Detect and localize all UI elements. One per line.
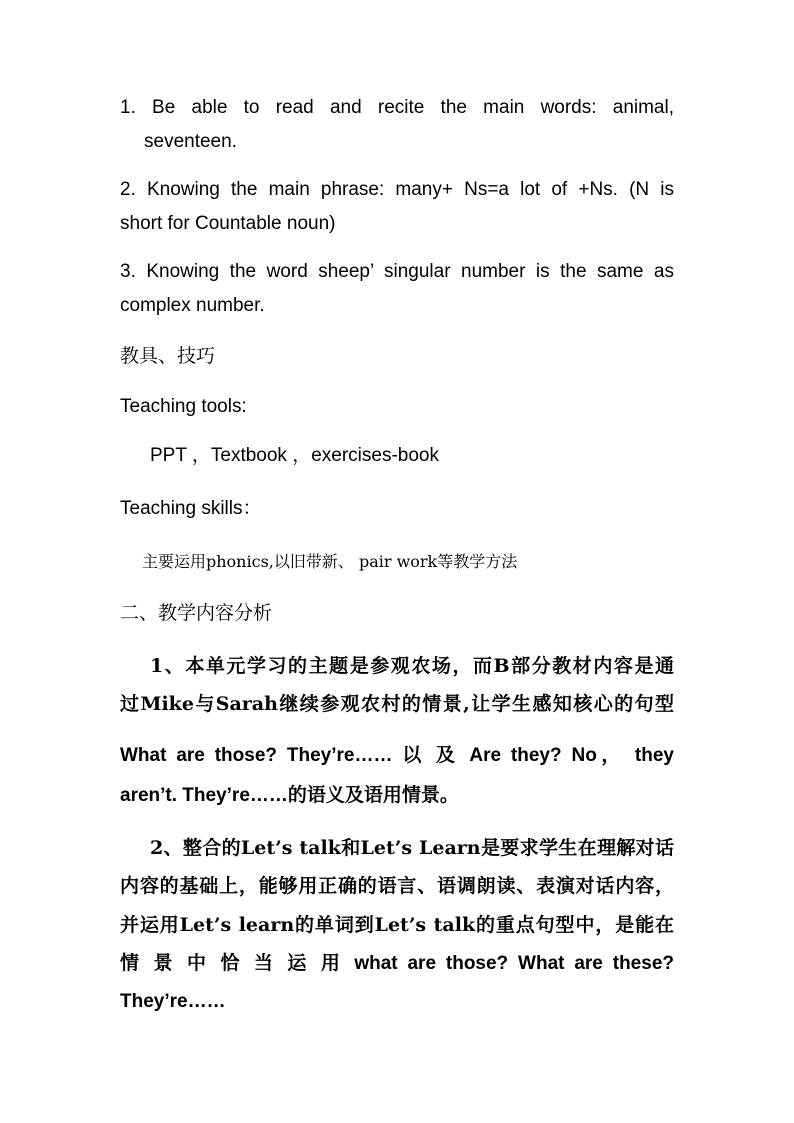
analysis-para-2-line-5: They’re……: [120, 991, 226, 1012]
analysis-para-2-line-1: 2、整合的Let’s talk和Let’s Learn是要求学生在理解对话: [150, 837, 674, 859]
objective-1-line-2: seventeen.: [144, 131, 237, 152]
analysis-para-1-line-2: 过Mike与Sarah继续参观农村的情景,让学生感知核心的句型: [120, 693, 674, 715]
analysis-para-2-line-3: 并运用Let’s learn的单词到Let’s talk的重点句型中，是能在: [120, 914, 674, 936]
analysis-para-1-line-4: aren’t. They’re……的语义及语用情景。: [120, 785, 459, 806]
objective-2-line-1: 2. Knowing the main phrase: many+ Ns=a lot of +Ns. (N is: [120, 179, 674, 200]
analysis-para-2-line-4: 情 景 中 恰 当 运 用 what are those? What are these?: [120, 953, 674, 974]
analysis-para-2-line-2: 内容的基础上，能够用正确的语言、语调朗读、表演对话内容，: [120, 875, 674, 897]
objective-3-line-1: 3. Knowing the word sheep’ singular number is the same as: [120, 261, 674, 282]
teaching-skills-value: 主要运用phonics,以旧带新、 pair work等教学方法: [142, 552, 518, 571]
teaching-tools-value: PPT ，Textbook ，exercises-book: [150, 445, 439, 466]
teaching-skills-label: Teaching skills：: [120, 498, 262, 519]
objective-3-line-2: complex number.: [120, 295, 265, 316]
tools-section-heading: 教具、技巧: [120, 345, 216, 367]
teaching-tools-label: Teaching tools:: [120, 396, 247, 417]
analysis-section-heading: 二、教学内容分析: [120, 602, 273, 624]
objective-2-line-2: short for Countable noun): [120, 213, 336, 234]
analysis-para-1-line-3: What are those? They’re…… 以 及 Are they? No， they: [120, 745, 674, 766]
analysis-para-1-line-1: 1、本单元学习的主题是参观农场，而B部分教材内容是通: [150, 655, 674, 677]
objective-1-line-1: 1. Be able to read and recite the main words: animal,: [120, 97, 674, 118]
